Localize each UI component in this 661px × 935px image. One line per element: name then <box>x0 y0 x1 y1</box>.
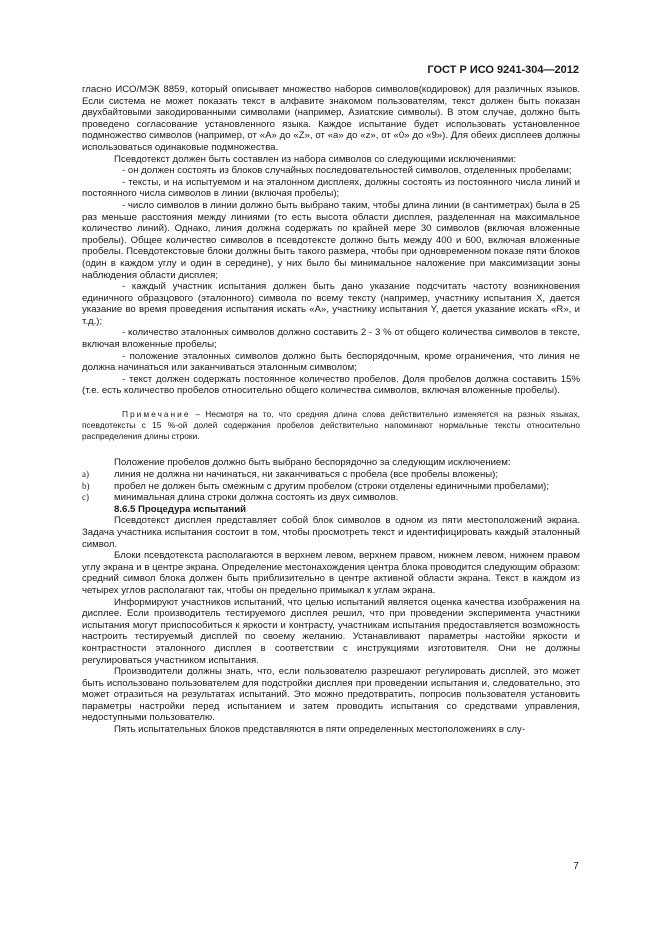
list-text: линия не должна ни начинаться, ни заканчиваться с пробела (все пробелы вложены); <box>114 469 499 481</box>
note-text: – Несмотря на то, что средняя длина слова действительно изменяется на разных языках, псевдотексты с 15 %-ой долей содержания пробелов действительно напоминают нормальные тексты относительно распределения длины строки. <box>82 409 580 441</box>
list-item: - количество эталонных символов должно составить 2 - 3 % от общего количества символов в тексте, включая вложенные пробелы; <box>82 327 580 351</box>
paragraph-spaces-intro: Положение пробелов должно быть выбрано беспорядочно за следующим исключением: <box>114 457 511 469</box>
paragraph-pseudotext-intro: Псевдотекст должен быть составлен из набора символов со следующими исключениями: <box>114 153 517 165</box>
list-item <box>82 469 580 481</box>
list-item: - положение эталонных символов должно быть беспорядочным, кроме ограничения, что линия не должна начинаться или заканчиваться эталонным символом; <box>82 350 580 374</box>
document-header: ГОСТ Р ИСО 9241-304—2012 <box>427 64 579 76</box>
note <box>82 409 580 441</box>
paragraph-procedure: Блоки псевдотекста располагаются в верхнем левом, верхнем правом, нижнем левом, нижнем правом углу экрана и в центре экрана. Определение местонахождения центра блока проводится следующим образом: средний символ блока должен быть приблизительно в центре активной области экрана. Текст в каждом из четырех углов располагают так, чтобы он предельно примыкал к углам экрана. <box>82 550 580 596</box>
section-title: Процедура испытаний <box>138 503 246 515</box>
list-text: минимальная длина строки должна состоять из двух символов. <box>114 492 399 504</box>
section-number: 8.6.5 <box>114 503 136 515</box>
list-marker: a) <box>82 469 89 480</box>
page-content <box>82 84 580 736</box>
paragraph-procedure: Пять испытательных блоков представляются в пяти определенных местоположениях в слу- <box>114 724 526 736</box>
list-marker: b) <box>82 480 90 491</box>
list-item: - тексты, и на испытуемом и на эталонном дисплеях, должны состоять из постоянного числа линий и постоянного числа символов в линии (включая пробелы); <box>82 176 580 200</box>
list-item: - каждый участник испытания должен быть дано указание подсчитать частоту возникновения единичного образцового (эталонного) символа по всему тексту (например, участнику испытания X, дается указание во время проведения испытания искать «А», участнику испытания Y, дается указание искать «R», и т.д.); <box>82 281 580 327</box>
paragraph-continuation: гласно ИСО/МЭК 8859, который описывает множество наборов символов(кодировок) для различных языков. Если система не может показать текст в алфавите знакомом пользователям, текст должен быть показан двухбайтовыми закодированными символами (например, Азиатские символы). В этом случае, должно быть проведено согласование установленного языка. Каждое испытание будет использовать установленное подмножество символов (например, от «А» до «Z», от «а» до «z», от «0» до «9»). Для обеих дисплеев должны использоваться одинаковые подмножества. <box>82 84 580 153</box>
paragraph-procedure: Псевдотекст дисплея представляет собой блок символов в одном из пяти местоположений экрана. Задача участника испытания состоит в том, чтобы просмотреть текст и идентифицировать каждый эталонный символ. <box>82 515 580 550</box>
note-label: Примечание <box>122 409 191 420</box>
list-item <box>82 481 580 493</box>
list-item: - он должен состоять из блоков случайных последовательностей символов, отделенных пробелами; <box>122 165 572 177</box>
paragraph-procedure: Информируют участников испытаний, что целью испытаний является оценка качества изображения на дисплее. Если производитель тестируемого дисплея решил, что при проведении эксперимента участники испытания могут приспособиться к яркости и контрасту, участникам испытания предоставляется возможность настроить тестируемый дисплей по своему желанию. Устанавливают параметры настойки яркости и контрастности эталонного дисплея в соответствии с инструкциями изготовителя. Они не должны регулироваться участником испытания. <box>82 596 580 666</box>
page-number: 7 <box>573 860 579 872</box>
list-item: - число символов в линии должно быть выбрано таким, чтобы длина линии (в сантиметрах) была в 25 раз меньше расстояния между линиями (то есть высота области дисплея, разделенная на максимальное количество линий). Однако, линия должна содержать по крайней мере 30 символов (включая вложенные пробелы). Общее количество символов в псевдотексте должно быть между 400 и 600, включая вложенные пробелы. Псевдотекстовые блоки должны быть такого размера, чтобы при одновременном показе пяти блоков (один в каждом углу и один в середине), у них было бы минимальное наложение при максимизации зоны наблюдения области дисплея; <box>82 199 580 281</box>
list-marker: c) <box>82 492 89 503</box>
list-item <box>82 492 580 504</box>
list-text: пробел не должен быть смежным с другим пробелом (строки отделены единичными пробелами); <box>114 480 550 492</box>
paragraph-procedure: Производители должны знать, что, если пользователю разрешают регулировать дисплей, это может быть использовано пользователем для подстройки дисплея при проведении испытания и, следовательно, это может отразиться на результатах испытаний. Это можно предотвратить, попросив пользователя установить параметры настройки перед испытанием и затем проводить испытания со средствами управления, недоступными пользователю. <box>82 666 580 724</box>
section-heading <box>82 504 580 516</box>
list-item: - текст должен содержать постоянное количество пробелов. Доля пробелов должна составить 15% (т.е. есть количество пробелов относительно общего количества символов, включая вложенные пробелы). <box>82 373 580 397</box>
